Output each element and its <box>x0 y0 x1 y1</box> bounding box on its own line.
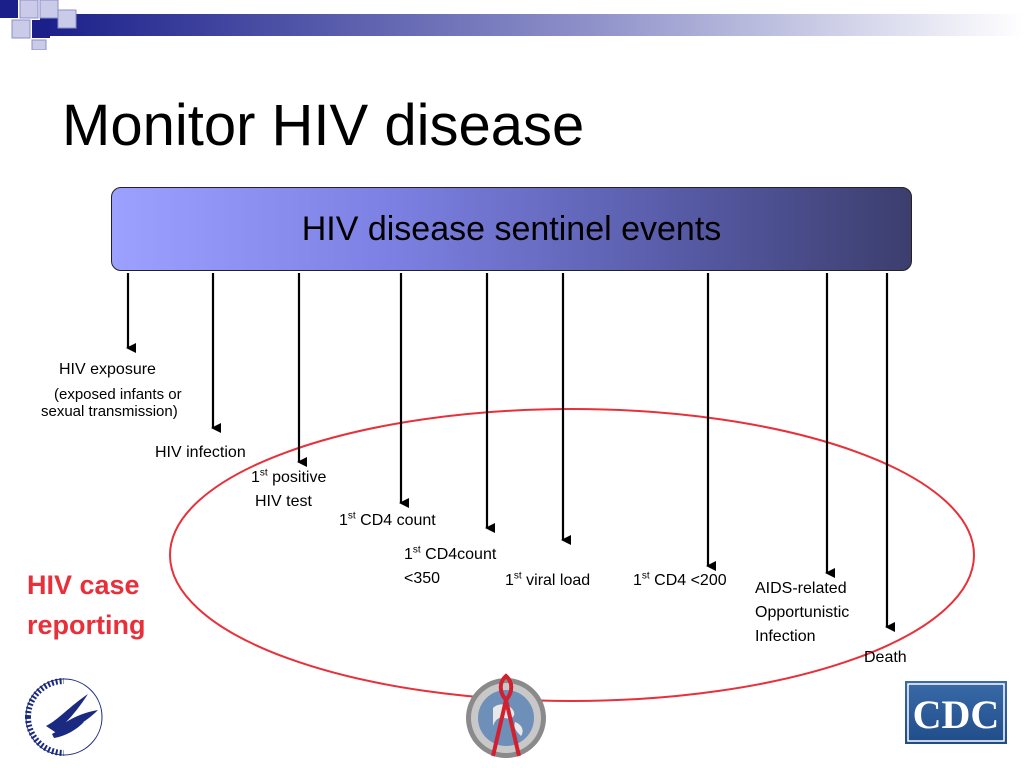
label-cd4-350-2: <350 <box>404 570 441 587</box>
case-reporting-ellipse <box>170 409 974 701</box>
label-aids-1: AIDS-related <box>755 580 847 597</box>
label-hiv-exposure: HIV exposure <box>59 361 156 378</box>
case-reporting-line-2: reporting <box>27 610 146 640</box>
label-viral-load: 1st viral load <box>505 570 591 589</box>
hiv-case-reporting <box>27 565 146 645</box>
label-hiv-infection: HIV infection <box>155 444 246 461</box>
label-exposure-note-2: sexual transmission) <box>41 403 178 420</box>
label-aids-3: Infection <box>755 628 816 645</box>
label-cd4-200: 1st CD4 <200 <box>633 570 727 589</box>
hhs-seal-logo <box>18 676 110 758</box>
label-cd4-350: 1st CD4count <box>404 544 497 563</box>
label-cd4-count: 1st CD4 count <box>339 510 436 529</box>
case-reporting-line-1: HIV case <box>27 570 140 600</box>
cdc-logo-text: CDC <box>912 692 1000 737</box>
ribbon-seal-logo <box>463 668 549 768</box>
label-positive-test-2: HIV test <box>255 493 312 510</box>
label-positive-test: 1st positive <box>251 467 327 486</box>
label-death: Death <box>864 649 907 666</box>
label-exposure-note-1: (exposed infants or <box>54 386 182 403</box>
label-aids-2: Opportunistic <box>755 604 850 621</box>
banner-text: HIV disease sentinel events <box>301 210 722 248</box>
page-title: Monitor HIV disease <box>62 93 585 158</box>
cdc-logo <box>905 681 1007 744</box>
